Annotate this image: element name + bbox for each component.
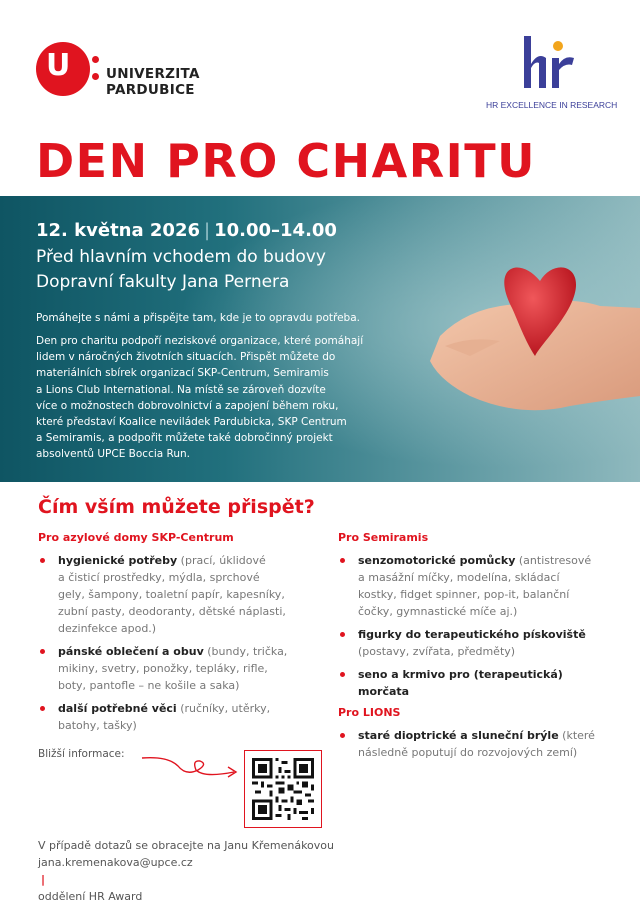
semiramis-column: [338, 531, 628, 767]
contact-separator: |: [41, 873, 46, 886]
date-time-separator: |: [204, 220, 211, 241]
intro-line: lidem v náročných životních situacích. Přispět můžete do: [36, 351, 336, 364]
list-item: figurky do terapeutického pískoviště (postavy, zvířata, předměty): [338, 626, 628, 660]
hr-logo-caption: HR EXCELLENCE IN RESEARCH: [486, 100, 618, 110]
contribute-heading: Čím vším můžete přispět?: [38, 496, 315, 518]
contact-footer: [38, 837, 334, 905]
event-date: 12. května 2026: [36, 220, 200, 241]
lions-list: [338, 727, 628, 761]
lions-group-title: Pro LIONS: [338, 706, 401, 719]
qr-code-image[interactable]: [252, 758, 314, 820]
intro-line: a Lions Club International. Na místě se zároveň dozvíte: [36, 383, 326, 396]
list-item: seno a krmivo pro (terapeutická) morčata: [338, 666, 628, 700]
page-title: DEN PRO CHARITU: [36, 134, 536, 188]
more-info-label: Bližší informace:: [38, 748, 125, 760]
arrow-icon: [138, 752, 243, 782]
intro-text: [36, 333, 426, 463]
skp-list: [38, 552, 328, 734]
qr-code[interactable]: [244, 750, 322, 828]
list-item: senzomotorické pomůcky (antistresové a masážní míčky, modelína, skládací kostky, fidget spinner, pop-it, balanční čočky, gymnastické míče aj.): [338, 552, 628, 620]
hr-excellence-logo: [480, 36, 618, 116]
university-logo-dots: [92, 56, 100, 86]
list-item: staré dioptrické a sluneční brýle (které následně poputují do rozvojových zemí): [338, 727, 628, 761]
skp-column: [38, 531, 328, 740]
intro-line: materiálních sbírek organizací SKP-Centrum, Semiramis: [36, 367, 329, 380]
intro-line: které představí Koalice neviládek Pardubicka, SKP Centrum: [36, 416, 347, 429]
skp-group-title: Pro azylové domy SKP-Centrum: [38, 531, 234, 544]
list-item: další potřebné věci (ručníky, utěrky, batohy, tašky): [38, 700, 328, 734]
intro-line: více o možnostech dobrovolnictví a zapojení během roku,: [36, 399, 339, 412]
intro-line: a Semiramis, a podpořit můžete také dobročinný projekt: [36, 432, 333, 445]
hr-logo-mark: [520, 36, 580, 92]
event-place: [36, 245, 456, 295]
intro-line: absolventů UPCE Boccia Run.: [36, 448, 191, 461]
university-name-line2: PARDUBICE: [106, 82, 195, 98]
intro-lead: Pomáhejte s námi a přispějte tam, kde je to opravdu potřeba.: [36, 312, 360, 324]
contact-line: V případě dotazů se obracejte na Janu Křemenákovou: [38, 839, 334, 852]
contact-email[interactable]: jana.kremenakova@upce.cz: [38, 856, 193, 869]
contact-department: oddělení HR Award: [38, 890, 143, 903]
list-item: pánské oblečení a obuv (bundy, trička, mikiny, svetry, ponožky, tepláky, rifle, boty, pantofle – ne košile a saka): [38, 643, 328, 694]
university-logo-letter: U: [46, 48, 71, 83]
university-logo-text: [106, 66, 200, 98]
list-item: hygienické potřeby (prací, úklidové a čisticí prostředky, mýdla, sprchové gely, šampony, toaletní papír, kapesníky, zubní pasty, deodoranty, dětské náplasti, dezinfekce apod.): [38, 552, 328, 637]
university-logo-mark: [36, 42, 90, 96]
university-logo: [36, 42, 200, 102]
intro-line: Den pro charitu podpoří neziskové organizace, které pomáhají: [36, 335, 364, 347]
event-time: 10.00–14.00: [214, 220, 337, 241]
university-name-line1: UNIVERZITA: [106, 66, 200, 82]
semiramis-group-title: Pro Semiramis: [338, 531, 429, 544]
event-place-line2: Dopravní fakulty Jana Pernera: [36, 272, 290, 292]
event-date-time: [36, 220, 337, 241]
contact-line2: [38, 854, 334, 905]
event-place-line1: Před hlavním vchodem do budovy: [36, 247, 326, 267]
semiramis-list: [338, 552, 628, 700]
